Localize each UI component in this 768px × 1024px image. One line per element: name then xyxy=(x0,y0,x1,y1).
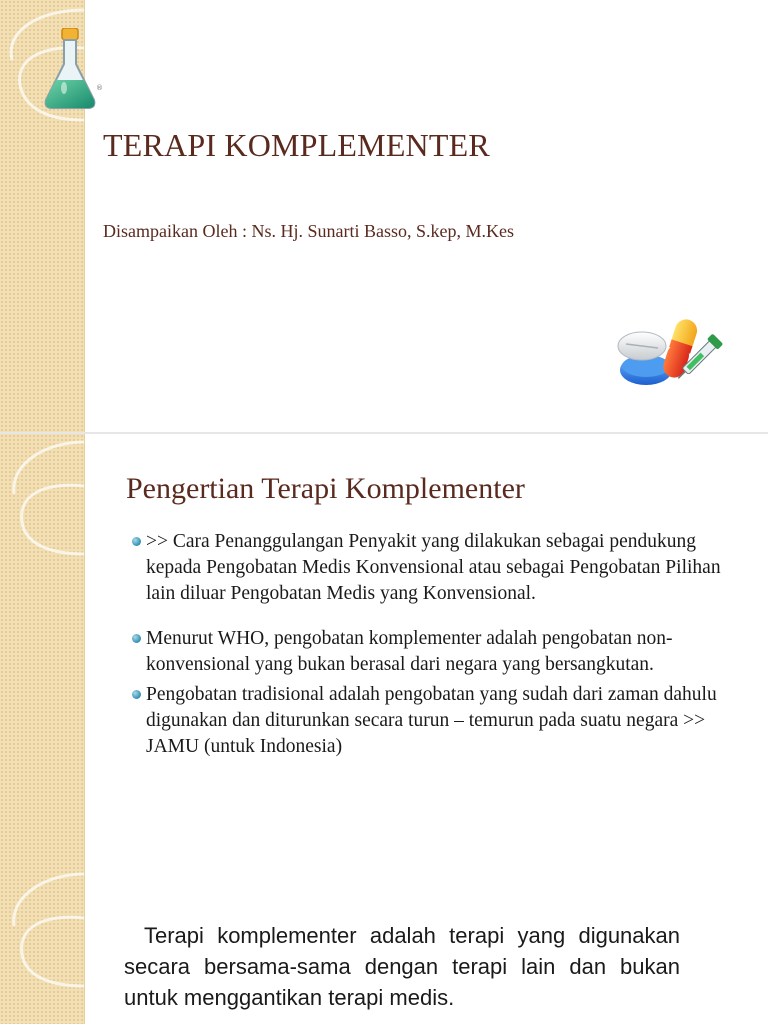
list-item xyxy=(132,626,750,678)
bullet-text: Pengobatan tradisional adalah pengobatan yang sudah dari zaman dahulu digunakan dan diturunkan secara turun – temurun pada suatu negara >> JAMU (untuk Indonesia) xyxy=(146,684,717,757)
bullet-icon xyxy=(132,634,141,643)
presenter-line: Disampaikan Oleh : Ns. Hj. Sunarti Basso, S.kep, M.Kes xyxy=(103,221,514,241)
slide-heading: Pengertian Terapi Komplementer xyxy=(126,472,525,505)
flask-icon xyxy=(42,28,106,114)
pills-syringe-icon xyxy=(616,314,728,390)
slide-3 xyxy=(0,866,768,1024)
decorative-stripe xyxy=(0,434,85,866)
presentation-title: TERAPI KOMPLEMENTER xyxy=(103,127,490,163)
bullet-text: >> Cara Penanggulangan Penyakit yang dilakukan sebagai pendukung kepada Pengobatan Medis Konvensional atau sebagai Pengobatan Pilihan lain diluar Pengobatan Medis yang Konvensional. xyxy=(146,531,721,604)
bullet-icon xyxy=(132,690,141,699)
registered-mark: ® xyxy=(96,84,103,92)
swirl-decoration xyxy=(0,434,84,866)
slide-1 xyxy=(0,0,768,432)
bullet-list xyxy=(132,529,750,760)
bullet-icon xyxy=(132,537,141,546)
list-item xyxy=(132,529,750,607)
list-item xyxy=(132,682,750,760)
definition-paragraph: Terapi komplementer adalah terapi yang digunakan secara bersama-sama dengan terapi lain dan bukan untuk menggantikan terapi medis. xyxy=(124,923,680,1010)
decorative-stripe xyxy=(0,866,85,1024)
bullet-text: Menurut WHO, pengobatan komplementer adalah pengobatan non-konvensional yang bukan berasal dari negara yang bersangkutan. xyxy=(146,628,673,675)
slide-2 xyxy=(0,434,768,866)
swirl-decoration xyxy=(0,866,84,1024)
